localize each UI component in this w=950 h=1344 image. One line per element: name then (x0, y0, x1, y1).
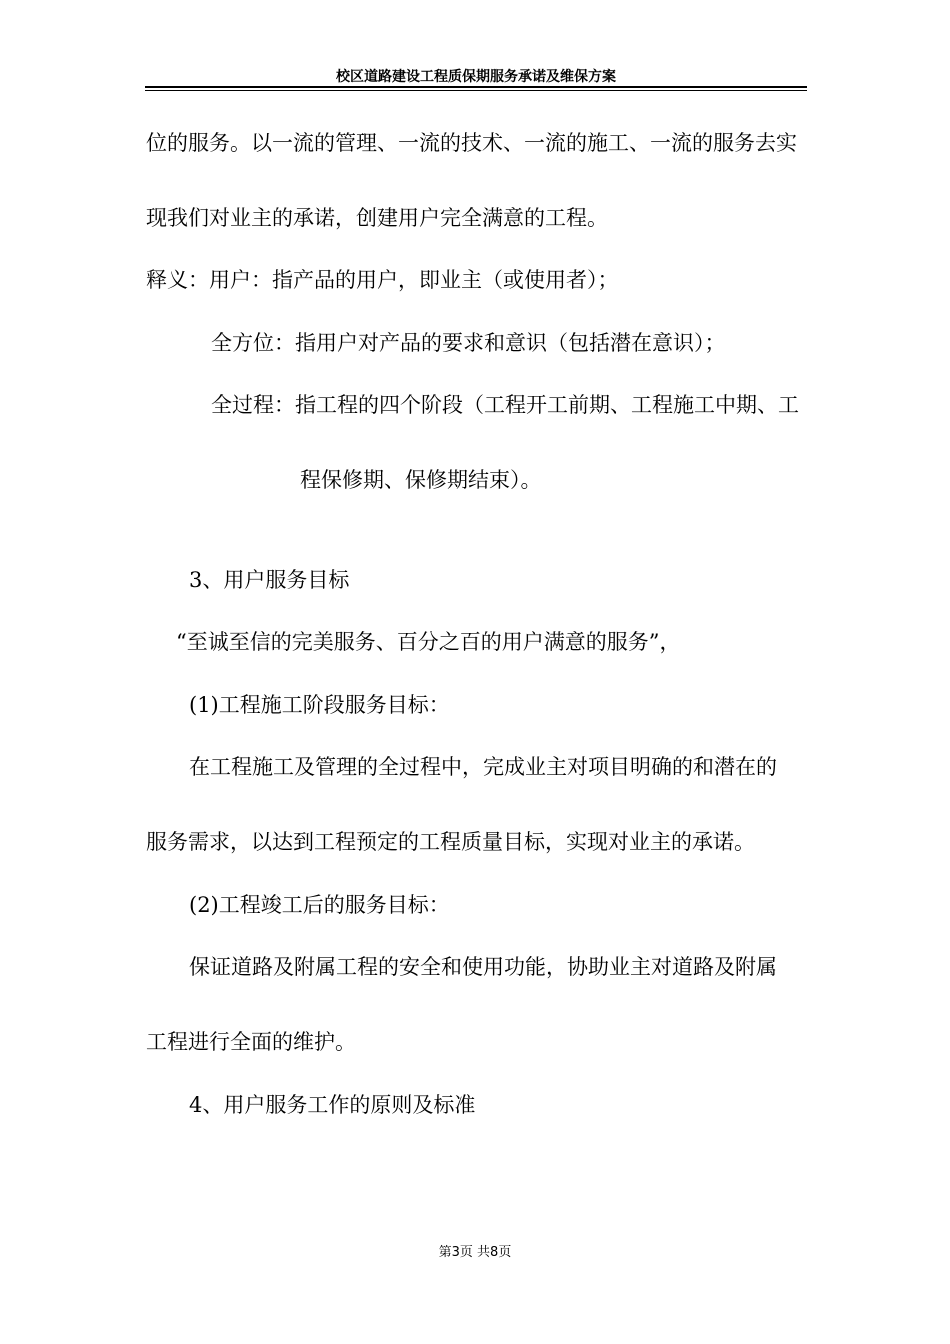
paragraph-line: 现我们对业主的承诺，创建用户完全满意的工程。 (146, 206, 608, 230)
running-header-title: 校区道路建设工程质保期服务承诺及维保方案 (336, 69, 616, 85)
paragraph-line: 位的服务。以一流的管理、一流的技术、一流的施工、一流的服务去实 (146, 131, 797, 155)
subsection-heading: (2)工程竣工后的服务目标： (189, 893, 450, 917)
section-heading: 4、用户服务工作的原则及标准 (189, 1093, 476, 1117)
paragraph-line: 工程进行全面的维护。 (146, 1030, 356, 1054)
definition-line: 全方位：指用户对产品的要求和意识（包括潜在意识）； (211, 331, 726, 355)
header-rule-thick (145, 86, 807, 88)
section-heading: 3、用户服务目标 (189, 568, 350, 592)
paragraph-line: 在工程施工及管理的全过程中，完成业主对项目明确的和潜在的 (189, 755, 777, 779)
page-number: 第3页 共8页 (438, 1245, 512, 1260)
definition-line: 程保修期、保修期结束）。 (300, 468, 542, 492)
header-rule-thin (145, 90, 807, 91)
definition-line: 释义：用户：指产品的用户，即业主（或使用者）； (146, 268, 619, 292)
paragraph-line: 保证道路及附属工程的安全和使用功能，协助业主对道路及附属 (189, 955, 777, 979)
subsection-heading: (1)工程施工阶段服务目标： (189, 693, 450, 717)
paragraph-line: “至诚至信的完美服务、百分之百的用户满意的服务”， (176, 630, 681, 654)
definition-line: 全过程：指工程的四个阶段（工程开工前期、工程施工中期、工 (211, 393, 799, 417)
paragraph-line: 服务需求，以达到工程预定的工程质量目标，实现对业主的承诺。 (146, 830, 755, 854)
